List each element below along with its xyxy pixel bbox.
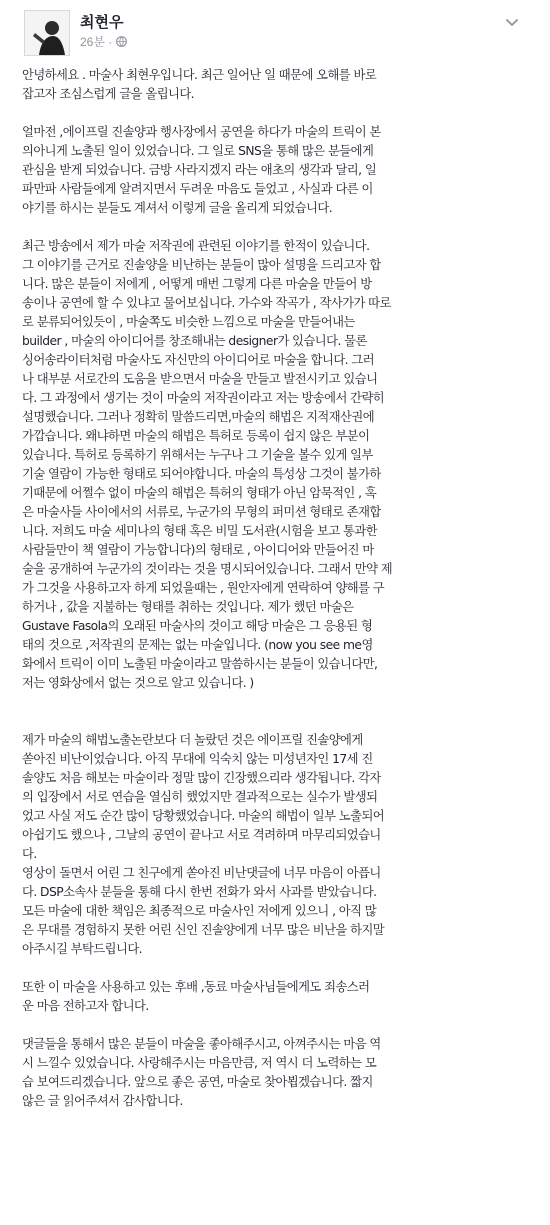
post-paragraph: [22, 1035, 528, 1111]
post-time[interactable]: 26분 ·: [80, 35, 113, 49]
post-text-line: 기술 열람이 가능한 형태로 되어야합니다. 마술의 특성상 그것이 불가하: [22, 467, 381, 481]
post-text-line: 습 보여드리겠습니다. 앞으로 좋은 공연, 마술로 찾아뵙겠습니다. 짧지: [22, 1075, 373, 1089]
post-text-line: 사람들만이 책 열람이 가능합니다)의 형태로 , 아이디어와 만들어진 마: [22, 543, 374, 557]
post-text-line: 의 입장에서 서로 연습을 열심히 했었지만 결과적으로는 실수가 발생되: [22, 790, 378, 804]
globe-icon[interactable]: [116, 36, 127, 47]
post-meta: [80, 33, 127, 50]
avatar-silhouette-icon: [25, 11, 69, 55]
post-text-line: Gustave Fasola의 오래된 마술사의 것이고 해당 마술은 그 응용된 형: [22, 619, 373, 633]
post-paragraph: [22, 66, 528, 104]
post-text-line: 안녕하세요 . 마술사 최현우입니다. 최근 일어난 일 때문에 오해를 바로: [22, 68, 377, 82]
post-text-line: 은 마술사들 사이에서의 서류로, 누군가의 무형의 퍼미션 형태로 존재합: [22, 505, 381, 519]
post-text-line: 아주시길 부탁드립니다.: [22, 942, 143, 956]
post-options-button[interactable]: [502, 12, 522, 32]
post-text-line: 저는 영화상에서 없는 것으로 알고 있습니다. ): [22, 676, 254, 690]
post-text-line: 가 그것을 사용하고자 하게 되었을때는 , 원안자에게 연락하여 양해를 구: [22, 581, 385, 595]
post-text-line: 로 분류되어있듯이 , 마술쪽도 비슷한 느낌으로 마술을 만들어내는: [22, 315, 355, 329]
post-text-line: 의아니게 노출된 일이 있었습니다. 그 일로 SNS을 통해 많은 분들에게: [22, 144, 374, 158]
post-text-line: 솔양도 처음 해보는 마술이라 정말 많이 긴장했으리라 생각됩니다. 각자: [22, 771, 381, 785]
post-paragraph: [22, 237, 528, 693]
post-text-line: 댓글들을 통해서 많은 분들이 마술을 좋아해주시고, 아껴주시는 마음 역: [22, 1037, 381, 1051]
post-text-line: 운 마음 전하고자 합니다.: [22, 999, 149, 1013]
post-text-line: 쏟아진 비난이었습니다. 아직 무대에 익숙치 않는 미성년자인 17세 진: [22, 752, 373, 766]
author-name[interactable]: 최현우: [80, 14, 124, 31]
post-text-line: 송이나 공연에 할 수 있냐고 물어보십니다. 가수와 작곡가 , 작사가가 따로: [22, 296, 391, 310]
post-text-line: 은 무대를 경험하지 못한 어린 신인 진솔양에게 너무 많은 비난을 하지말: [22, 923, 385, 937]
post-text-line: 모든 마술에 대한 책임은 최종적으로 마술사인 저에게 있으니 , 아직 많: [22, 904, 377, 918]
post-text-line: 파만파 사람들에게 알려지면서 두려운 마음도 들었고 , 사실과 다른 이: [22, 182, 373, 196]
post-text-line: 또한 이 마술을 사용하고 있는 후배 ,동료 마술사님들에게도 죄송스러: [22, 980, 370, 994]
post-text-line: 그 이야기를 근거로 진솔양을 비난하는 분들이 많아 설명을 드리고자 합: [22, 258, 381, 272]
post-text-line: 관심을 받게 되었습니다. 금방 사라지겠지 라는 애초의 생각과 달리, 일: [22, 163, 377, 177]
post-text-line: 영상이 돌면서 어린 그 친구에게 쏟아진 비난댓글에 너무 마음이 아픕니: [22, 866, 381, 880]
post-text-line: 니다. 저희도 마술 세미나의 형태 혹은 비밀 도서관(시험을 보고 통과한: [22, 524, 378, 538]
post-text-line: 최근 방송에서 제가 마술 저작권에 관련된 이야기를 한적이 있습니다.: [22, 239, 370, 253]
post-text-line: 가깝습니다. 왜냐하면 마술의 해법은 특허로 등록이 쉽지 않은 부분이: [22, 429, 370, 443]
post-text-line: 다. 그 과정에서 생기는 것이 마술의 저작권이라고 저는 방송에서 간략히: [22, 391, 385, 405]
post-header: [14, 8, 536, 56]
post-paragraph: [22, 978, 528, 1016]
post-paragraph: [22, 123, 528, 218]
post-text-line: 싱어송라이터처럼 마술사도 자신만의 아이디어로 마술을 합니다. 그러: [22, 353, 375, 367]
chevron-down-icon: [502, 12, 522, 32]
post-text-line: 태의 것으로 ,저작권의 문제는 없는 마술입니다. (now you see me영: [22, 638, 373, 652]
post-text-line: 다.: [22, 847, 37, 861]
post-text-line: 하거나 , 값을 지불하는 형태를 취하는 것입니다. 제가 했던 마술은: [22, 600, 354, 614]
post-text-line: 있습니다. 특허로 등록하기 위해서는 누구나 그 기술을 볼수 있게 일부: [22, 448, 373, 462]
post-paragraph: [22, 731, 528, 959]
post-text-line: 나 대부분 서로간의 도움을 받으면서 마술을 만들고 발전시키고 있습니: [22, 372, 378, 386]
post-text-line: 얼마전 ,에이프릴 진솔양과 행사장에서 공연을 하다가 마술의 트릭이 본: [22, 125, 381, 139]
post-text-line: 않은 글 읽어주셔서 감사합니다.: [22, 1094, 183, 1108]
avatar[interactable]: [24, 10, 70, 56]
post-text-line: 아쉽기도 했으나 , 그날의 공연이 끝나고 서로 격려하며 마무리되었습니: [22, 828, 381, 842]
post-text-line: 기때문에 어쩔수 없이 마술의 해법은 특허의 형태가 아닌 암묵적인 , 혹: [22, 486, 377, 500]
post-text-line: 시 느낄수 있었습니다. 사랑해주시는 마음만큼, 저 역시 더 노력하는 모: [22, 1056, 377, 1070]
post-text-line: 술을 공개하여 누군가의 것이라는 것을 명시되어있습니다. 그래서 만약 제: [22, 562, 393, 576]
post-text-line: 다. DSP소속사 분들을 통해 다시 한번 전화가 와서 사과를 받았습니다.: [22, 885, 377, 899]
post-body: [22, 66, 528, 1130]
post-text-line: 잡고자 조심스럽게 글을 올립니다.: [22, 87, 195, 101]
post-text-line: 야기를 하시는 분들도 계셔서 이렇게 글을 올리게 되었습니다.: [22, 201, 333, 215]
post-text-line: 었고 사실 저도 순간 많이 당황했었습니다. 마술의 해법이 일부 노출되어: [22, 809, 385, 823]
post-text-line: builder , 마술의 아이디어를 창조해내는 designer가 있습니다. 물론: [22, 334, 367, 348]
post-text-line: 설명했습니다. 그러나 정확히 말씀드리면,마술의 해법은 지적재산권에: [22, 410, 375, 424]
post-text-line: 제가 마술의 해법노출논란보다 더 놀랐던 것은 에이프릴 진솔양에게: [22, 733, 363, 747]
post-text-line: 니다. 많은 분들이 저에게 , 어떻게 매번 그렇게 다른 마술을 만들어 방: [22, 277, 372, 291]
post-text-line: 화에서 트릭이 이미 노출된 마술이라고 말씀하시는 분들이 있습니다만,: [22, 657, 378, 671]
